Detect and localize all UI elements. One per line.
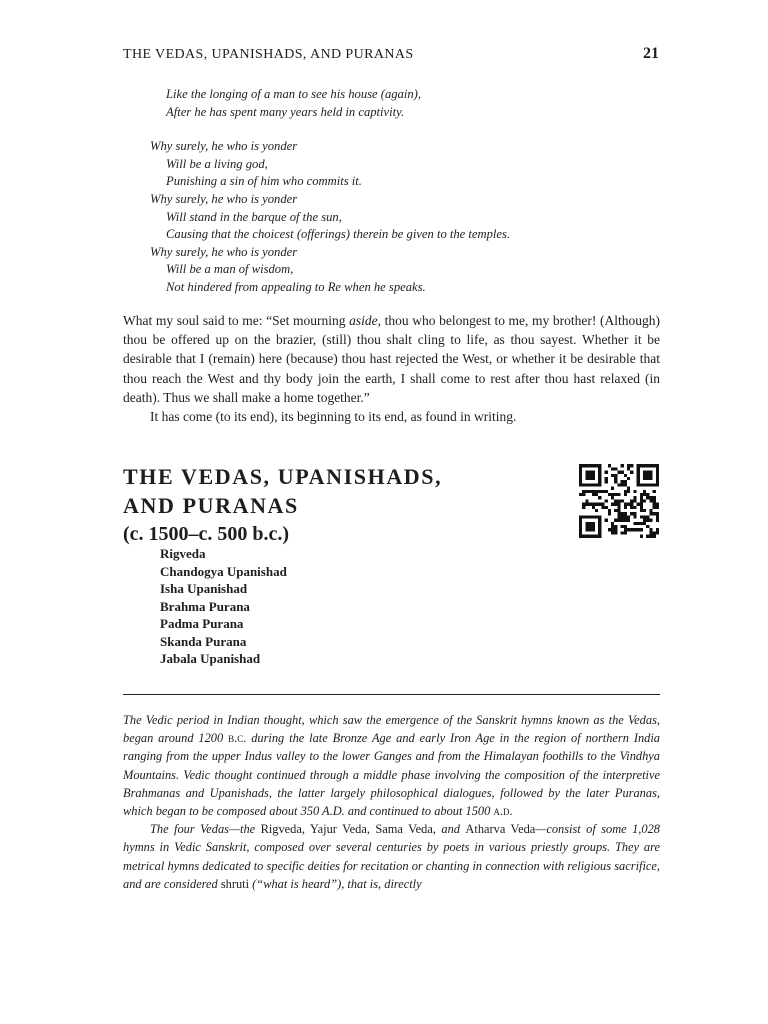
text-list-item: Rigveda <box>160 546 206 561</box>
text-list-item: Jabala Upanishad <box>160 651 261 666</box>
poem-line: Punishing a sin of him who commits it. <box>166 174 362 189</box>
poem-line: Why surely, he who is yonder <box>150 191 298 206</box>
divider <box>123 694 660 695</box>
poem-line: Causing that the choicest (offerings) therein be given to the temples. <box>166 227 511 242</box>
poem-line: Why surely, he who is yonder <box>150 139 298 154</box>
qr-code-icon[interactable] <box>579 464 659 538</box>
section-title-line: THE VEDAS, UPANISHADS, <box>123 464 443 489</box>
section-title <box>123 462 543 548</box>
text-list-item: Isha Upanishad <box>160 581 248 596</box>
intro-roman: Rigveda, Yajur Veda, Sama Veda, <box>260 822 436 837</box>
intro-text: during the late Bronze Age and early Iron Age in the region of northern India ranging from the upper Indus valley to the lower Ganges and from the Himalayan foothills to the Vindhya Mountains. Vedic thought continued through a middle phase involving the composition of the interpretive Brahmanas and Upanishads, the latter largely philosophical dialogues, followed by the later Puranas, which began to be composed about 350 A.D. and continued to about 1500 <box>123 731 660 819</box>
poem-line: Why surely, he who is yonder <box>150 244 298 259</box>
poem-line: Will be a living god, <box>166 156 268 171</box>
prose-paragraph <box>123 311 660 407</box>
text-list-item: Skanda Purana <box>160 633 247 649</box>
intro-roman: Atharva Veda <box>465 822 536 837</box>
intro-text: —consist of some 1,028 hymns in Vedic Sanskrit, composed over several centuries by poets in various priestly groups. They are metrical hymns dedicated to specific deities for recitation or chanting in connection with religious sacrifice, and are considered <box>123 822 660 891</box>
intro-block <box>123 711 660 893</box>
intro-text: The four Vedas—the <box>150 822 261 837</box>
section-dates: (c. 1500–c. 500 b.c.) <box>123 523 290 545</box>
prose-paragraph: It has come (to its end), its beginning to its end, as found in writing. <box>150 409 517 425</box>
prose-text: What my soul said to me: “Set mourning <box>123 313 350 328</box>
running-head-title: THE VEDAS, UPANISHADS, AND PURANAS <box>123 47 414 62</box>
prose-block <box>123 311 660 426</box>
intro-paragraph <box>123 820 660 893</box>
intro-paragraph <box>123 711 660 820</box>
prose-text: , thou who belongest to me, my brother! (Although) thou be offered up on the brazier, (still) thou shalt cling to life, as thou sayest. Whether it be desirable that I (remain) here (because) thou hast rejected the West, or whether it be desirable that thou reach the West and thy body join the earth, I shall come to rest after thou hast relaxed (in death). Thus we shall make a home together.” <box>123 313 660 405</box>
intro-text: and <box>435 822 466 837</box>
text-list-item: Padma Purana <box>160 616 244 631</box>
poem-line: After he has spent many years held in captivity. <box>166 104 405 119</box>
poem-line: Will be a man of wisdom, <box>166 262 294 277</box>
poem-line: Will stand in the barque of the sun, <box>166 209 342 224</box>
intro-roman: shruti <box>220 876 250 891</box>
stanza-gap <box>123 121 663 138</box>
intro-text: The Vedic period in Indian thought, which saw the emergence of the Sanskrit hymns known as the Vedas, began around 1200 <box>123 713 660 746</box>
text-list-item: Chandogya Upanishad <box>160 563 287 579</box>
running-head <box>123 47 659 63</box>
prose-emphasis: aside <box>349 313 378 328</box>
intro-smallcaps: b.c. <box>228 731 247 746</box>
intro-text: (“what is heard”), that is, directly <box>249 876 422 891</box>
poem-line: Not hindered from appealing to Re when he speaks. <box>166 279 426 294</box>
poem-block <box>123 86 663 297</box>
page-number: 21 <box>643 45 659 62</box>
section-title-line: AND PURANAS <box>123 493 299 518</box>
text-list <box>160 545 287 668</box>
text-list-item: Brahma Purana <box>160 598 250 614</box>
poem-line: Like the longing of a man to see his house (again), <box>166 87 421 101</box>
intro-smallcaps: a.d. <box>493 804 513 819</box>
